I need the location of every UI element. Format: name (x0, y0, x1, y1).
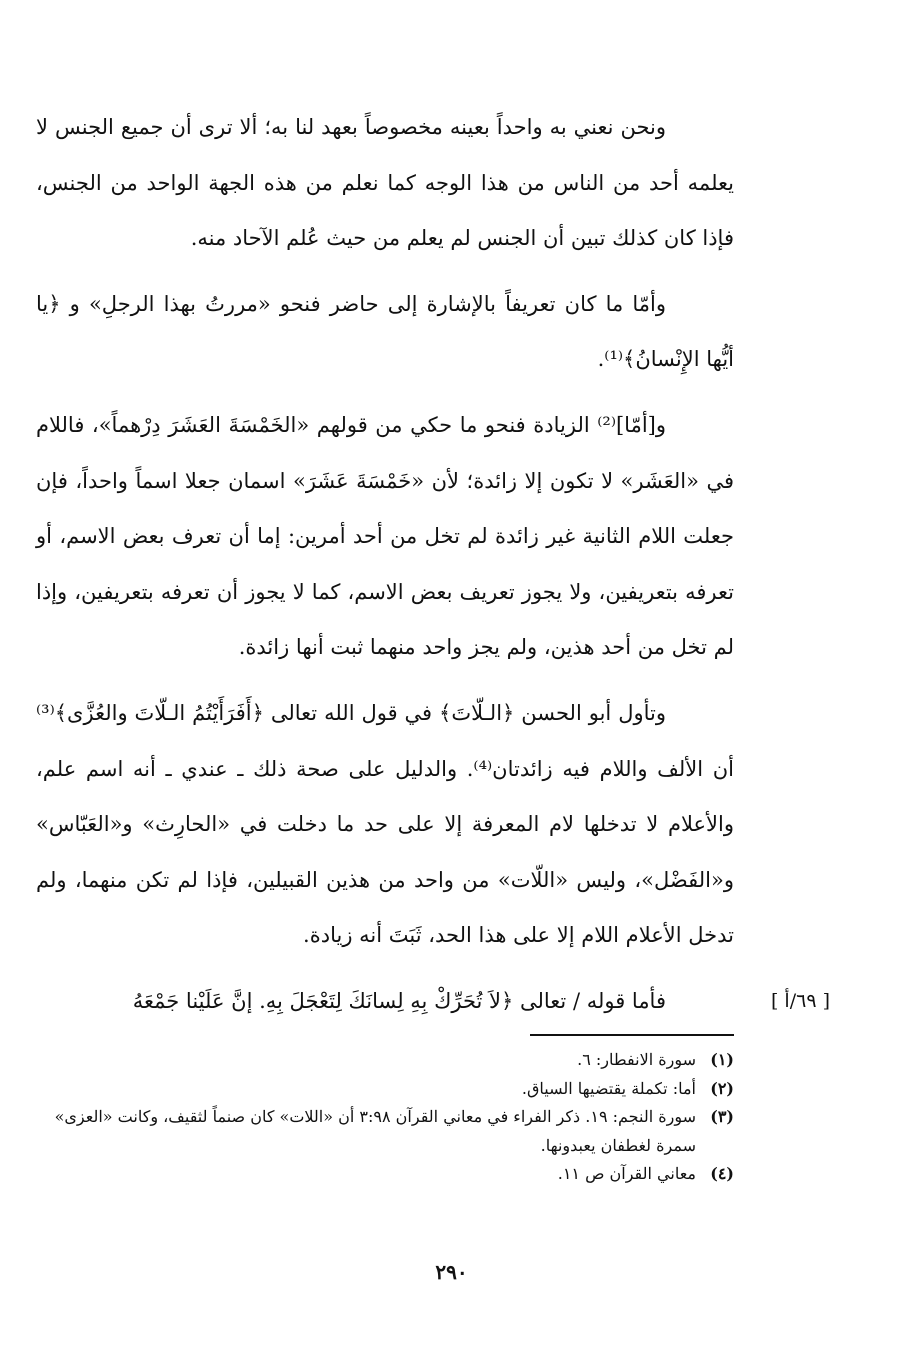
paragraph-5 (36, 974, 830, 1030)
footnotes (36, 1046, 734, 1189)
manuscript-folio-marker: [ ٦٩/أ ] (770, 989, 830, 1012)
main-text (36, 100, 830, 1030)
footnote-number: (٤) (710, 1164, 734, 1184)
footnote-number: (٢) (710, 1078, 734, 1098)
paragraph-3: و[أمّا]⁽²⁾ الزيادة فنحو ما حكي من قولهم «الخَمْسَةَ العَشَرَ دِرْهماً»، فاللام في «العَشَر» لا تكون إلا زائدة؛ لأن «خَمْسَةَ عَشَرَ» اسمان جعلا اسماً واحداً، فإن جعلت اللام الثانية غير زائدة لم تخل من أحد أمرين: إما أن تعرف بعض الاسم، أو تعرفه بتعريفين، ولا يجوز تعريف بعض الاسم، كما لا يجوز أن تعرفه بتعريفين، وإذا لم تخل من أحد هذين، ولم يجز واحد منهما ثبت أنها زائدة. (36, 412, 734, 660)
footnote-text: معاني القرآن ص ١١. (557, 1164, 696, 1184)
footnote-number: (١) (710, 1050, 734, 1069)
footnote-text: سورة الانفطار: ٦. (577, 1050, 696, 1069)
footnote-text: سورة النجم: ١٩. ذكر الفراء في معاني القرآن ٣:٩٨ أن «اللات» كان صنماً لثقيف، وكانت «العزى» سمرة لغطفان يعبدونها. (54, 1107, 696, 1155)
footnote-3 (36, 1103, 734, 1160)
footnote-2 (36, 1075, 734, 1104)
footnote-text: أما: تكملة يقتضيها السياق. (521, 1078, 696, 1098)
paragraph-5-text: فأما قوله / تعالى ﴿لاَ تُحَرِّكْ بِهِ لِسانَكَ لِتَعْجَلَ بِهِ. إنَّ عَلَيْنا جَمْعَهُ (132, 988, 666, 1013)
footnote-number: (٣) (710, 1107, 734, 1127)
paragraph-1: ونحن نعني به واحداً بعينه مخصوصاً بعهد لنا به؛ ألا ترى أن جميع الجنس لا يعلمه أحد من الناس من هذا الوجه كما نعلم من هذه الجهة الواحد من الجنس، فإذا كان كذلك تبين أن الجنس لم يعلم من حيث عُلم الآحاد منه. (36, 115, 734, 251)
page-number: ٢٩٠ (435, 1260, 468, 1284)
footnote-divider (530, 1034, 734, 1036)
paragraph-4: وتأول أبو الحسن ﴿الـلّاتَ﴾ في قول الله تعالى ﴿أَفَرَأَيْتُمُ الـلّاتَ والعُزَّى﴾⁽³⁾ أن الألف واللام فيه زائدتان⁽⁴⁾. والدليل على صحة ذلك ـ عندي ـ أنه اسم علم، والأعلام لا تدخلها لام المعرفة إلا على حد ما دخلت في «الحارِث» و«العَبّاس» و«الفَضْل»، وليس «اللّات» من واحد من هذين القبيلين، فإذا لم تكن منهما، ولم تدخل الأعلام اللام إلا على هذا الحد، ثَبَتَ أنه زيادة. (36, 700, 734, 948)
footnote-1 (36, 1046, 734, 1075)
paragraph-2: وأمّا ما كان تعريفاً بالإشارة إلى حاضر فنحو «مررتُ بهذا الرجلِ» و ﴿يا أيُّها الإِنْسانُ﴾⁽¹⁾. (36, 291, 734, 372)
footnote-4 (36, 1160, 734, 1189)
